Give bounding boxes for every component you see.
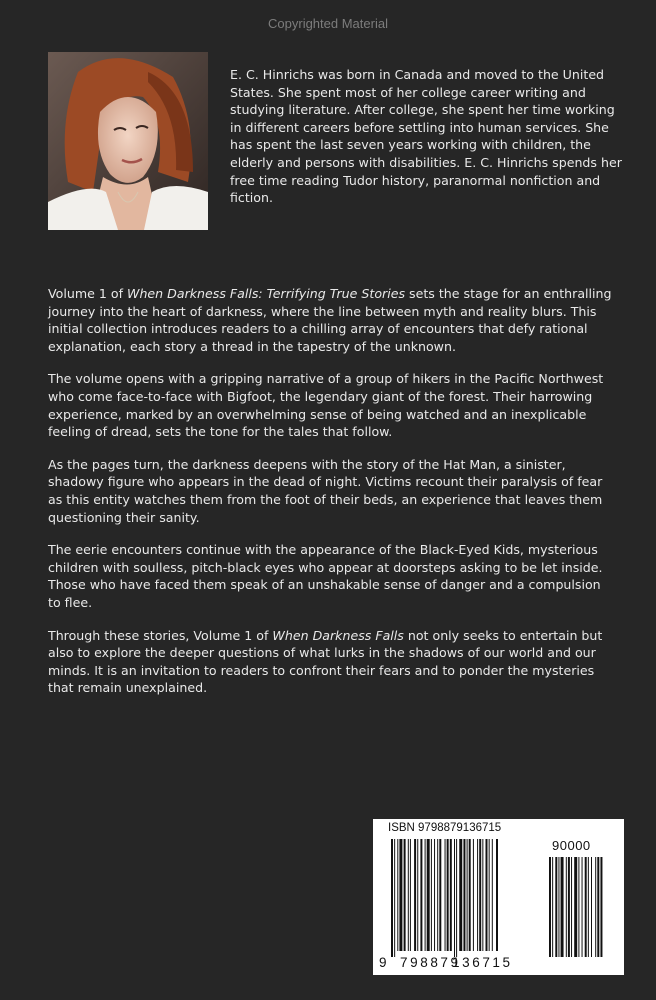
paragraph-text: Through these stories, Volume 1 of xyxy=(48,627,273,643)
barcode-bar xyxy=(399,839,402,951)
barcode-bar xyxy=(568,857,570,957)
barcode-bar xyxy=(431,839,432,951)
barcode-bar xyxy=(571,857,572,957)
price-code: 90000 xyxy=(552,838,591,853)
paragraph-text: sets the stage for an enthralling journey into the heart of darkness, where the line between myth and reality blurs. This initial collection introduces readers to a chilling array of encounters that defy rational explanation, each story a thread in the tapestry of the unknown. xyxy=(48,286,612,354)
barcode-bar xyxy=(489,839,490,951)
barcode-bar xyxy=(552,857,553,957)
barcode-bar xyxy=(439,839,441,951)
barcode-bar xyxy=(425,839,426,951)
isbn-barcode xyxy=(373,819,624,975)
barcode-bar xyxy=(585,857,587,957)
description-paragraph: As the pages turn, the darkness deepens with the story of the Hat Man, a sinister, shadowy figure who appears in the dead of night. Victims recount their paralysis of fear as this entity watches them from the foot of their beds, an experience that leaves them questioning their sanity. xyxy=(48,456,603,525)
isbn-label: ISBN 9798879136715 xyxy=(388,822,502,834)
paragraph-text: Volume 1 of xyxy=(48,286,127,301)
barcode-bar xyxy=(473,839,474,951)
barcode-bar xyxy=(391,839,393,957)
barcode-bar xyxy=(427,839,430,951)
book-title: When Darkness Falls xyxy=(272,627,404,643)
barcode-bar xyxy=(463,839,465,951)
barcode-bar xyxy=(566,857,567,957)
barcode-bar xyxy=(496,839,498,951)
author-bio: E. C. Hinrichs was born in Canada and moved to the United States. She spent most of her college career writing and studying literature. After college, she spent her time working in different careers before settling into human services. She has spent the last seven years working with children, the elderly and persons with disabilities. E. C. Hinrichs spends her free time reading Tudor history, paranormal nonfiction and fiction. xyxy=(230,67,622,206)
barcode-bar xyxy=(582,857,583,957)
description-paragraph xyxy=(48,285,616,355)
barcode-bar xyxy=(437,839,438,951)
barcode-bar xyxy=(410,839,411,951)
barcode-bar xyxy=(397,839,398,951)
barcode-bar xyxy=(597,857,599,957)
description-paragraph: The volume opens with a gripping narrative of a group of hikers in the Pacific Northwest who come face-to-face with Bigfoot, the legendary giant of the forest. Their harrowing experience, marked by an overwhelming sense of being watched and an inexplicable feeling of dread, sets the tone for the tales that follow. xyxy=(48,371,604,440)
barcode-bar xyxy=(595,857,596,957)
barcode-bar xyxy=(591,857,592,957)
barcode-bar xyxy=(454,839,455,957)
barcode-bar xyxy=(555,857,557,957)
barcode-bar xyxy=(486,839,488,951)
barcode-bar xyxy=(479,839,481,951)
barcode-bar xyxy=(450,839,452,951)
barcode-bar xyxy=(420,839,422,951)
book-description xyxy=(48,285,616,712)
barcode-bar xyxy=(447,839,449,951)
description-paragraph xyxy=(48,627,616,697)
barcode-bar xyxy=(404,839,406,951)
barcode-bar xyxy=(477,839,478,951)
barcode-bar xyxy=(394,839,395,957)
barcode-bar xyxy=(549,857,551,957)
barcode-bar xyxy=(434,839,435,951)
barcode-bar xyxy=(574,857,577,957)
barcode-bar xyxy=(482,839,483,951)
barcode-bar xyxy=(456,839,457,957)
copyright-watermark: Copyrighted Material xyxy=(268,16,388,31)
barcode-bar xyxy=(469,839,471,951)
barcode-bar xyxy=(561,857,564,957)
barcode-bar xyxy=(467,839,468,951)
description-paragraph: The eerie encounters continue with the appearance of the Black-Eyed Kids, mysterious children with soulless, pitch-black eyes who appear at doorsteps asking to be let inside. Those who have faced them speak of an unshakable sense of danger and a compulsion to flee. xyxy=(48,542,603,610)
barcode-digits-right: 136715 xyxy=(452,955,513,970)
barcode-bar xyxy=(558,857,559,957)
paragraph-text: not only seeks to entertain but also to explore the deeper questions of what lurks in the shadows of our world and our minds. It is an invitation to readers to confront their fears and to ponder the mysteries that remain unexplained. xyxy=(48,627,603,696)
barcode-bar xyxy=(588,857,589,957)
book-title: When Darkness Falls: Terrifying True Stories xyxy=(127,286,406,301)
barcode-bar xyxy=(408,839,409,951)
barcode-digit: 9 xyxy=(379,955,387,970)
barcode-bar xyxy=(600,857,602,957)
barcode-bar xyxy=(414,839,416,951)
barcode-bar xyxy=(417,839,418,951)
barcode-bar xyxy=(492,839,493,951)
barcode-bar xyxy=(445,839,446,951)
barcode-bar xyxy=(459,839,462,951)
author-photo xyxy=(48,52,208,230)
barcode-bar xyxy=(578,857,579,957)
barcode-digits-left: 798879 xyxy=(400,955,461,970)
